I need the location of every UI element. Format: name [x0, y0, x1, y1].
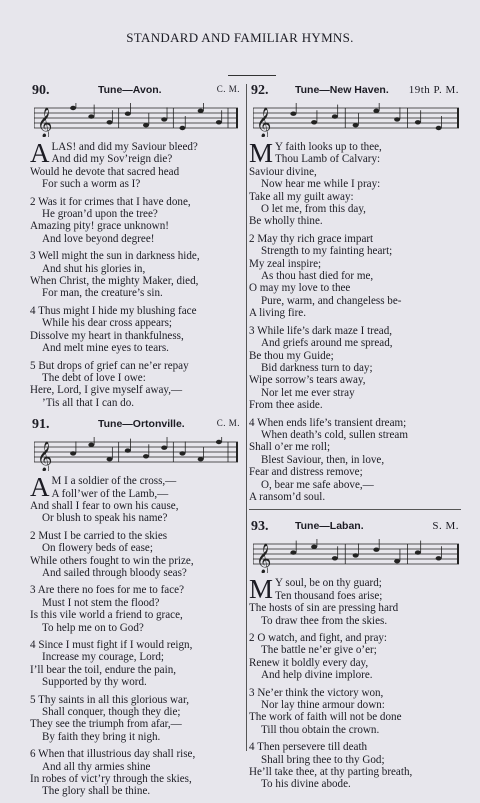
verse-line: Renew it boldly every day,: [249, 656, 369, 669]
verse-line: Pure, warm, and changeless be-: [261, 294, 402, 307]
verse-line: A ransom’d soul.: [249, 490, 326, 503]
tune-name: Tune—New Haven.: [295, 84, 389, 96]
title-rule: [228, 75, 276, 76]
verse-line: And shall I fear to own his cause,: [30, 499, 179, 512]
hymn-text: [249, 138, 461, 503]
verse-line: In robes of vict’ry through the skies,: [30, 773, 192, 786]
hymn-93: [249, 519, 461, 791]
verse-line: 3 Ne’er think the victory won,: [249, 686, 384, 699]
drop-cap: A: [30, 472, 50, 503]
tune-name: Tune—Ortonville.: [98, 418, 185, 431]
verse-line: And shut his glories in,: [42, 262, 146, 275]
verse-line: And love beyond degree!: [42, 232, 155, 245]
verse-line: The debt of love I owe:: [42, 371, 146, 384]
drop-cap: A: [30, 138, 50, 168]
verse-line: For man, the creature’s sin.: [42, 287, 163, 300]
stanza: [30, 472, 242, 525]
verse-line: He groan’d upon the tree?: [42, 208, 158, 221]
stanza: [30, 138, 242, 191]
stanza: [249, 574, 461, 627]
verse-line: A living fire.: [249, 307, 307, 320]
svg-text:𝄞: 𝄞: [37, 108, 53, 137]
verse-line: Till thou obtain the crown.: [261, 723, 380, 736]
drop-cap: M: [249, 138, 274, 168]
verse-line: Bid darkness turn to day;: [261, 361, 373, 374]
stanza: [249, 417, 461, 504]
stanza: [249, 632, 461, 682]
verse-line: 3 Are there no foes for me to face?: [30, 584, 185, 597]
verse-line: And help divine implore.: [261, 669, 373, 682]
verse-line: 2 Was it for crimes that I have done,: [30, 195, 191, 208]
music-staff: [34, 437, 238, 471]
music-staff: [253, 539, 459, 573]
verse-line: Here, Lord, I give myself away,—: [30, 384, 183, 397]
verse-line: Wipe sorrow’s tears away,: [249, 374, 366, 387]
verse-line: 4 Since I must fight if I would reign,: [30, 639, 193, 651]
verse-line: My zeal inspire;: [249, 257, 322, 270]
stanza: [249, 233, 461, 320]
stanza: [30, 196, 242, 246]
music-staff: [253, 103, 459, 137]
svg-text:𝄞: 𝄞: [37, 442, 53, 472]
verse-line: While his dear cross appears;: [42, 317, 172, 330]
verse-line: Dissolve my heart in thankfulness,: [30, 329, 184, 342]
verse-line: On flowery beds of ease;: [42, 542, 153, 555]
verse-line: Strength to my fainting heart;: [261, 245, 393, 258]
verse-line: To draw thee from the skies.: [261, 614, 388, 627]
drop-cap: M: [249, 574, 274, 605]
verse-line: Thou Lamb of Calvary:: [275, 153, 381, 166]
stanza: [249, 325, 461, 412]
svg-text:𝄞: 𝄞: [256, 544, 272, 574]
hymn-number: 93.: [251, 519, 269, 535]
verse-line: I’ll bear the toil, endure the pain,: [30, 663, 177, 676]
hymn-header: [30, 83, 242, 101]
section-divider: [249, 509, 461, 510]
verse-line: 5 Thy saints in all this glorious war,: [30, 693, 189, 706]
stanza: [249, 687, 461, 737]
verse-line: Nor let me ever stray: [261, 386, 355, 399]
verse-line: O may my love to thee: [249, 282, 351, 295]
verse-line: He’ll take thee, at thy parting breath,: [249, 766, 413, 779]
hymn-text: [30, 138, 242, 409]
stanza: [30, 305, 242, 355]
verse-line: 6 When that illustrious day shall rise,: [30, 748, 196, 761]
verse-line: When death’s cold, sullen stream: [261, 428, 408, 441]
verse-line: Would he devote that sacred head: [30, 165, 180, 178]
hymn-number: 92.: [251, 83, 269, 98]
verse-line: They see the triumph from afar,—: [30, 718, 182, 731]
svg-text:𝄞: 𝄞: [256, 108, 272, 137]
verse-line: 3 While life’s dark maze I tread,: [249, 324, 393, 337]
verse-line: Y faith looks up to thee,: [275, 141, 382, 153]
verse-line: Shall o’er me roll;: [249, 441, 331, 454]
verse-line: And melt mine eyes to tears.: [42, 342, 169, 355]
stanza: [30, 584, 242, 634]
left-column: [30, 83, 242, 803]
stanza: [30, 694, 242, 744]
verse-line: A foll’wer of the Lamb,—: [51, 487, 169, 500]
verse-line: Shall bring thee to thy God;: [261, 753, 385, 766]
stanza: [30, 250, 242, 300]
verse-line: Saviour divine,: [249, 165, 317, 178]
verse-line: Be thou my Guide;: [249, 349, 334, 362]
verse-line: Increase my courage, Lord;: [42, 651, 164, 664]
verse-line: And did my Sov’reign die?: [51, 153, 173, 166]
hymn-text: [249, 574, 461, 791]
verse-line: Ten thousand foes arise;: [275, 589, 383, 602]
meter: S. M.: [432, 520, 459, 533]
verse-line: Or blush to speak his name?: [42, 512, 168, 525]
verse-line: By faith they bring it nigh.: [42, 730, 161, 743]
hymn-92: [249, 83, 461, 503]
verse-line: Amazing pity! grace unknown!: [30, 220, 169, 233]
verse-line: And all thy armies shine: [42, 760, 151, 773]
stanza: [249, 138, 461, 228]
tune-name: Tune—Laban.: [295, 520, 364, 533]
verse-line: Fear and distress remove;: [249, 466, 363, 479]
verse-line: O, bear me safe above,—: [261, 478, 374, 491]
hymn-90: [30, 83, 242, 409]
verse-line: The glory shall be thine.: [42, 785, 151, 798]
verse-line: Must I not stem the flood?: [42, 596, 160, 609]
verse-line: Nor lay thine armour down:: [261, 699, 385, 712]
right-column: [249, 83, 461, 796]
hymn-header: [249, 83, 461, 101]
verse-line: 3 Well might the sun in darkness hide,: [30, 250, 200, 263]
hymn-text: [30, 472, 242, 798]
meter: 19th P. M.: [408, 84, 459, 96]
stanza: [30, 530, 242, 580]
verse-line: 2 O watch, and fight, and pray:: [249, 632, 388, 644]
column-divider: [246, 84, 247, 751]
meter: C. M.: [216, 84, 240, 94]
stanza: [30, 639, 242, 689]
verse-line: 2 Must I be carried to the skies: [30, 529, 168, 542]
hymn-91: [30, 417, 242, 798]
page-title: STANDARD AND FAMILIAR HYMNS.: [126, 30, 354, 45]
verse-line: Y soul, be on thy guard;: [275, 577, 382, 590]
verse-line: For such a worm as I?: [42, 178, 141, 191]
verse-line: 5 But drops of grief can ne’er repay: [30, 359, 189, 372]
verse-line: And sailed through bloody seas?: [42, 566, 187, 579]
verse-line: O let me, from this day,: [261, 203, 366, 216]
verse-line: And griefs around me spread,: [261, 337, 393, 350]
verse-line: Supported by thy word.: [42, 676, 147, 689]
verse-line: The battle ne’er give o’er;: [261, 644, 377, 657]
stanza: [249, 741, 461, 791]
tune-name: Tune—Avon.: [98, 84, 162, 96]
verse-line: Shall conquer, though they die;: [42, 706, 181, 719]
verse-line: ’Tis all that I can do.: [42, 396, 135, 409]
verse-line: To his divine abode.: [261, 778, 351, 791]
verse-line: As thou hast died for me,: [261, 270, 374, 283]
verse-line: 2 May thy rich grace impart: [249, 232, 374, 245]
hymn-number: 91.: [32, 417, 50, 433]
verse-line: LAS! and did my Saviour bleed?: [51, 141, 198, 153]
verse-line: 4 Thus might I hide my blushing face: [30, 304, 197, 317]
verse-line: When Christ, the mighty Maker, died,: [30, 275, 199, 288]
hymn-header: [30, 417, 242, 435]
verse-line: To help me on to God?: [42, 621, 144, 634]
meter: C. M.: [216, 418, 240, 429]
verse-line: The hosts of sin are pressing hard: [249, 602, 399, 615]
music-staff: [34, 103, 238, 137]
verse-line: M I a soldier of the cross,—: [51, 475, 177, 488]
verse-line: From thee aside.: [249, 399, 323, 412]
verse-line: 4 Then persevere till death: [249, 741, 368, 754]
hymn-number: 90.: [32, 83, 50, 98]
stanza: [30, 748, 242, 798]
verse-line: Be wholly thine.: [249, 215, 323, 228]
stanza: [30, 360, 242, 410]
verse-line: Now hear me while I pray:: [261, 178, 381, 191]
verse-line: Take all my guilt away:: [249, 190, 354, 203]
verse-line: Is this vile world a friend to grace,: [30, 609, 183, 622]
verse-line: 4 When ends life’s transient dream;: [249, 416, 407, 429]
verse-line: The work of faith will not be done: [249, 711, 402, 724]
verse-line: While others fought to win the prize,: [30, 554, 194, 567]
hymn-header: [249, 519, 461, 537]
verse-line: Blest Saviour, then, in love,: [261, 453, 385, 466]
